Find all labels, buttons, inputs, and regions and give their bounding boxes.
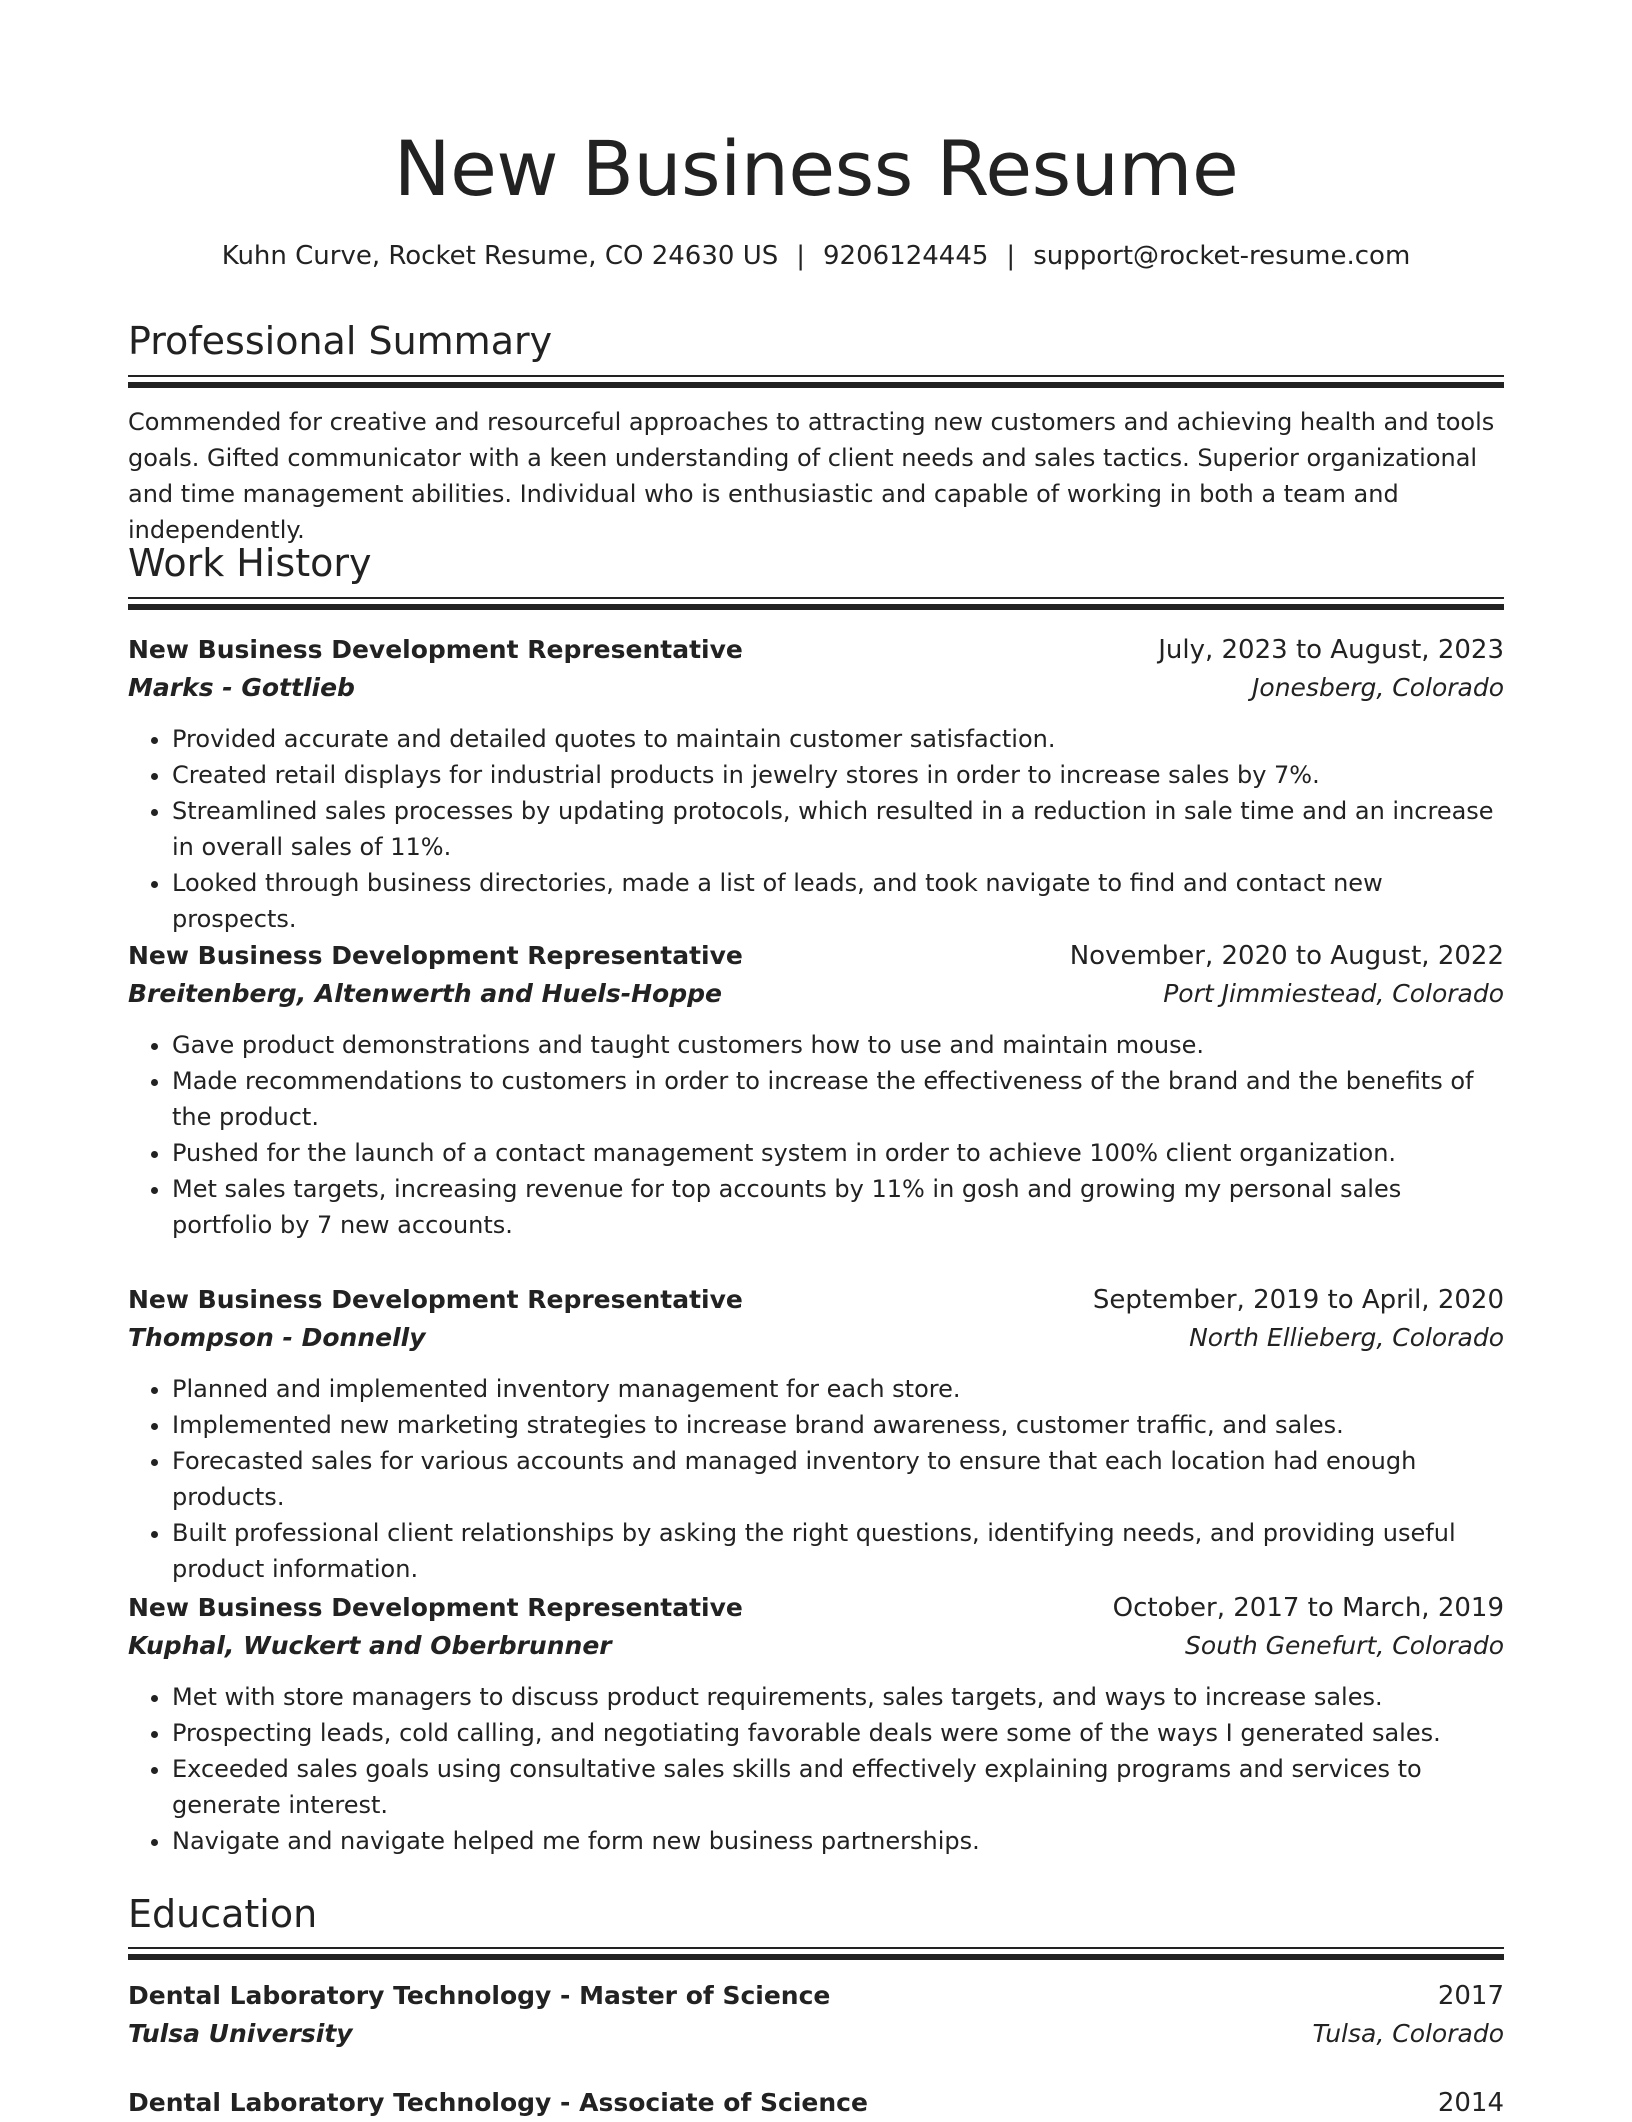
education-school: Tulsa University — [128, 2019, 353, 2048]
job-company: Marks - Gottlieb — [128, 673, 355, 702]
contact-separator: | — [1006, 241, 1016, 271]
bullet-item: • Looked through business directories, made a list of leads, and took navigate to find and contact new prospects. — [172, 865, 1504, 937]
bullet-item: • Streamlined sales processes by updating protocols, which resulted in a reduction in sale time and an increase in overall sales of 11%. — [172, 793, 1504, 865]
education-heading: Education — [128, 1892, 318, 1936]
contact-separator: | — [796, 241, 805, 271]
job-location: South Genefurt, Colorado — [1185, 1631, 1504, 1660]
job-bullets — [128, 721, 1504, 937]
summary-heading: Professional Summary — [128, 319, 553, 363]
bullet-item: • Planned and implemented inventory management for each store. — [172, 1371, 1504, 1407]
job-bullets — [128, 1371, 1504, 1587]
bullet-item: • Implemented new marketing strategies to increase brand awareness, customer traffic, and sales. — [172, 1407, 1504, 1443]
education-degree: Dental Laboratory Technology - Master of Science — [128, 1981, 831, 2010]
bullet-item: • Gave product demonstrations and taught customers how to use and maintain mouse. — [172, 1027, 1504, 1063]
section-divider — [128, 597, 1504, 611]
job-bullets — [128, 1027, 1504, 1243]
bullet-item: • Made recommendations to customers in order to increase the effectiveness of the brand and the benefits of the product. — [172, 1063, 1504, 1135]
education-entry — [128, 2084, 1504, 2122]
job-company: Breitenberg, Altenwerth and Huels-Hoppe — [128, 979, 722, 1008]
job-title: New Business Development Representative — [128, 1593, 743, 1622]
contact-email: support@rocket-resume.com — [1033, 241, 1411, 271]
job-entry — [128, 631, 1504, 937]
bullet-item: • Created retail displays for industrial products in jewelry stores in order to increase sales by 7%. — [172, 757, 1504, 793]
job-entry — [128, 1589, 1504, 1859]
job-dates: November, 2020 to August, 2022 — [1069, 941, 1504, 971]
education-location: Tulsa, Colorado — [1312, 2019, 1504, 2048]
job-title: New Business Development Representative — [128, 635, 743, 664]
contact-phone: 9206124445 — [823, 241, 989, 271]
job-entry — [128, 1281, 1504, 1587]
job-location: Port Jimmiestead, Colorado — [1163, 979, 1504, 1008]
bullet-item: • Exceeded sales goals using consultative sales skills and effectively explaining programs and services to generate interest. — [172, 1751, 1504, 1823]
job-dates: July, 2023 to August, 2023 — [1158, 635, 1504, 665]
bullet-item: • Pushed for the launch of a contact management system in order to achieve 100% client organization. — [172, 1135, 1504, 1171]
bullet-item: • Prospecting leads, cold calling, and negotiating favorable deals were some of the ways I generated sales. — [172, 1715, 1504, 1751]
contact-line — [128, 240, 1504, 272]
education-year: 2017 — [1437, 1981, 1504, 2011]
work-history-heading: Work History — [128, 541, 372, 585]
job-location: Jonesberg, Colorado — [1252, 673, 1504, 702]
job-title: New Business Development Representative — [128, 941, 743, 970]
job-company: Thompson - Donnelly — [128, 1323, 426, 1352]
job-company: Kuphal, Wuckert and Oberbrunner — [128, 1631, 612, 1660]
bullet-item: • Met with store managers to discuss product requirements, sales targets, and ways to increase sales. — [172, 1679, 1504, 1715]
bullet-item: • Built professional client relationships by asking the right questions, identifying needs, and providing useful product information. — [172, 1515, 1504, 1587]
job-entry — [128, 937, 1504, 1243]
education-year: 2014 — [1437, 2088, 1504, 2118]
bullet-item: • Forecasted sales for various accounts and managed inventory to ensure that each location had enough products. — [172, 1443, 1504, 1515]
job-dates: September, 2019 to April, 2020 — [1092, 1285, 1504, 1315]
education-entry — [128, 1977, 1504, 2053]
contact-address: Kuhn Curve, Rocket Resume, CO 24630 US — [221, 241, 779, 271]
resume-title: New Business Resume — [393, 124, 1239, 213]
bullet-item: • Met sales targets, increasing revenue for top accounts by 11% in gosh and growing my personal sales portfolio by 7 new accounts. — [172, 1171, 1504, 1243]
job-title: New Business Development Representative — [128, 1285, 743, 1314]
summary-text: Commended for creative and resourceful approaches to attracting new customers and achieving health and tools goals. Gifted communicator with a keen understanding of client needs and sales tactics. Superior organizational and time management abilities. Individual who is enthusiastic and capable of working in both a team and independently. — [128, 408, 1495, 544]
job-location: North Ellieberg, Colorado — [1189, 1323, 1504, 1352]
bullet-item: • Navigate and navigate helped me form new business partnerships. — [172, 1823, 1504, 1859]
section-divider — [128, 375, 1504, 389]
bullet-item: • Provided accurate and detailed quotes to maintain customer satisfaction. — [172, 721, 1504, 757]
education-degree: Dental Laboratory Technology - Associate of Science — [128, 2088, 868, 2117]
section-divider — [128, 1947, 1504, 1961]
job-bullets — [128, 1679, 1504, 1859]
job-dates: October, 2017 to March, 2019 — [1112, 1593, 1504, 1623]
